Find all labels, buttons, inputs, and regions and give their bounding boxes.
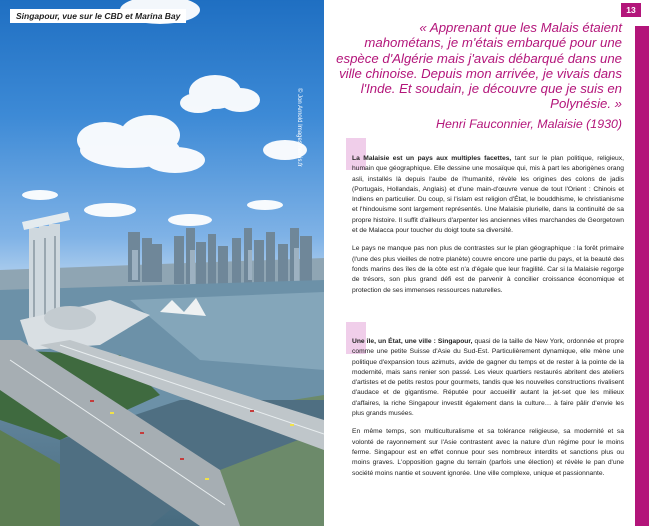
paragraph-body: Le pays ne manque pas non plus de contrastes sur le plan géographique : la forêt primaire (l'une des plus vieilles de notre planète) couvre encore une partie du pays, et la beauté des fonds marins des îles de la côte est n'a d'égale que leur fragilité. Car si la Malaisie regorge de trésors, son plus grand défi est de parvenir à concilier croissance économique et protection de ses immenses ressources naturelles. (352, 245, 624, 294)
section-1 (352, 154, 624, 296)
magenta-side-bar (635, 26, 649, 526)
paragraph-lead: La Malaisie est un pays aux multiples facettes, (352, 155, 512, 162)
paragraph-body: En même temps, son multiculturalisme et sa tolérance religieuse, sa modernité et sa volonté de rayonnement sur l'Asie contrastent avec la nature d'un régime pour le moins ferme. Singapour est en effet connue pour ses nombreux interdits et sanctions plus ou moins graves. L'opposition gagne du terrain (parfois une élection) et révèle le pan d'une société moins nantie et souvent ignorée. Une ville complexe, unique et passionnante. (352, 428, 624, 477)
paragraph-geographie (352, 244, 624, 295)
paragraph-lead: Une île, un État, une ville : Singapour, (352, 338, 473, 345)
marina-bay-illustration (0, 0, 324, 526)
section-2 (352, 337, 624, 479)
quote-text: « Apprenant que les Malais étaient mahométans, je m'étais embarqué pour une espèce d'Algérie mais j'avais débarqué dans une ville chinoise. Depuis mon arrivée, je vivais dans l'Inde. Et soudain, je découvre que je suis en Polynésie. » (336, 20, 622, 112)
opening-quote (336, 20, 622, 132)
paragraph-body: quasi de la taille de New York, ordonnée et propre comme une petite Suisse d'Asie du Sud-Est. Particulièrement dynamique, elle mène une politique d'expansion tous azimuts, avide de gagner du temps et de rester à la pointe de la modernité, mais sans renier son passé. Les vieux quartiers restaurés abritent des ateliers d'artistes et de petits restos pour gourmets, tandis que les nouvelles constructions rivalisent d'audace et de gigantisme. Réputée pour accueillir autant la jet-set que les milieux d'affaires, la riche Singapour investit également dans la culture… à faire pâlir d'envie les plus grands musées. (352, 338, 624, 418)
paragraph-malaisie (352, 154, 624, 236)
paragraph-body: tant sur le plan politique, religieux, humain que géographique. Elle dessine une mosaïque qui, mis à part les aborigènes orang asli, installés là depuis l'aube de l'humanité, révèle les origines des colons de jadis (Portugais, Hollandais, Anglais) et d'une main-d'œuvre venue de tout l'Orient : Chinois et Indiens en particulier. Du coup, si l'islam est religion d'État, le bouddhisme, le christianisme et l'hindouisme sont largement représentés. Une Malaisie plurielle, dans la continuité de sa propre histoire. Il suffit d'ailleurs d'arpenter les anciennes villes marchandes de Georgetown et de Malacca pour toucher du doigt toute sa diversité. (352, 155, 624, 235)
singapore-photo (0, 0, 324, 526)
photo-caption: Singapour, vue sur le CBD et Marina Bay (10, 9, 186, 23)
paragraph-singapour (352, 337, 624, 419)
photo-credit: © Jon Arnold Images/hemis.fr (296, 88, 302, 167)
paragraph-multiculturalisme (352, 427, 624, 478)
quote-author: Henri Fauconnier, Malaisie (1930) (436, 116, 622, 131)
page-number: 13 (621, 3, 641, 17)
